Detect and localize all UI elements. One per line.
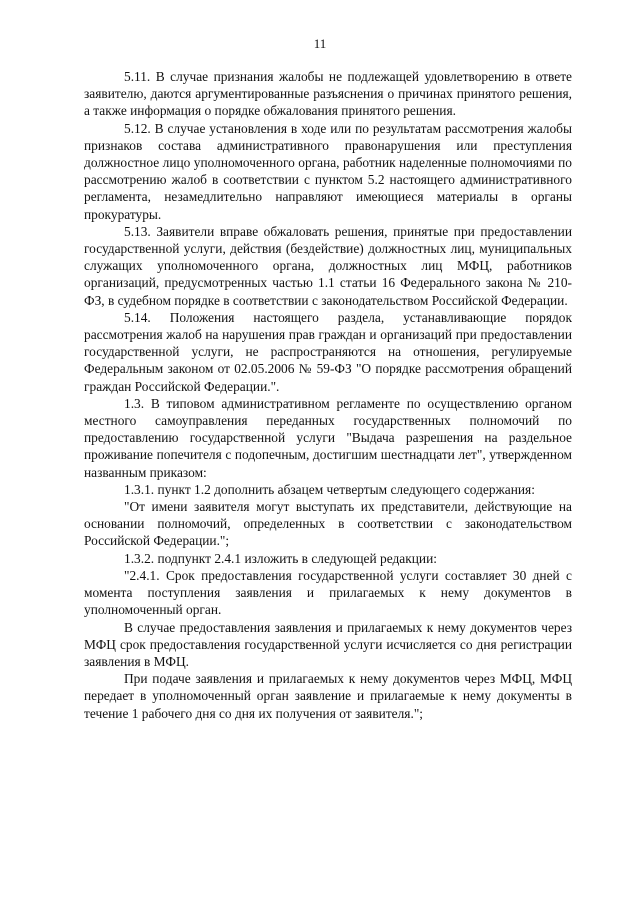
paragraph-5-14: 5.14. Положения настоящего раздела, устанавливающие порядок рассмотрения жалоб на нарушения прав граждан и организаций при предоставлении государственной услуги, не распространяются на отношения, регулируемые Федеральным законом от 02.05.2006 № 59-ФЗ "О порядке рассмотрения обращений граждан Российской Федерации.". [84, 309, 572, 394]
page-number: 11 [313, 36, 327, 51]
paragraph-5-12: 5.12. В случае установления в ходе или по результатам рассмотрения жалобы признаков состава административного правонарушения или преступления должностное лицо уполномоченного органа, работник наделенные полномочиями по рассмотрению жалоб в соответствии с пунктом 5.2 настоящего административного регламента, незамедлительно направляют имеющиеся материалы в органы прокуратуры. [84, 120, 572, 222]
paragraph-5-11: 5.11. В случае признания жалобы не подлежащей удовлетворению в ответе заявителю, даются аргументированные разъяснения о причинах принятого решения, а также информация о порядке обжалования принятого решения. [84, 69, 572, 119]
document-body [84, 68, 572, 722]
paragraph-mfc-term: В случае предоставления заявления и прилагаемых к нему документов через МФЦ срок предоставления государственной услуги исчисляется со дня регистрации заявления в МФЦ. [84, 619, 572, 669]
quoted-paragraph-2-4-1: "2.4.1. Срок предоставления государственной услуги составляет 30 дней с момента поступления заявления и прилагаемых к нему документов в уполномоченный орган. [84, 567, 572, 618]
paragraph-mfc-transfer: При подаче заявления и прилагаемых к нему документов через МФЦ, МФЦ передает в уполномоченный орган заявление и прилагаемые к нему документы в течение 1 рабочего дня со дня их получения от заявителя."; [84, 671, 572, 721]
paragraph-5-13: 5.13. Заявители вправе обжаловать решения, принятые при предоставлении государственной услуги, действия (бездействие) должностных лиц, муниципальных служащих уполномоченного органа, должностных лиц МФЦ, работников организаций, предусмотренных частью 1.1 статьи 16 Федерального закона № 210-ФЗ, в судебном порядке в соответствии с законодательством Российской Федерации. [84, 223, 572, 308]
paragraph-1-3-2: 1.3.2. подпункт 2.4.1 изложить в следующей редакции: [124, 550, 437, 566]
paragraph-1-3-1: 1.3.1. пункт 1.2 дополнить абзацем четвертым следующего содержания: [124, 481, 535, 497]
quoted-paragraph-representatives: "От имени заявителя могут выступать их представители, действующие на основании полномочий, определенных в соответствии с законодательством Российской Федерации."; [84, 499, 572, 549]
paragraph-1-3: 1.3. В типовом административном регламенте по осуществлению органом местного самоуправления переданных государственных полномочий по предоставлению государственной услуги "Выдача разрешения на раздельное проживание попечителя с подопечным, достигшим шестнадцати лет", утвержденном названным приказом: [84, 395, 572, 480]
